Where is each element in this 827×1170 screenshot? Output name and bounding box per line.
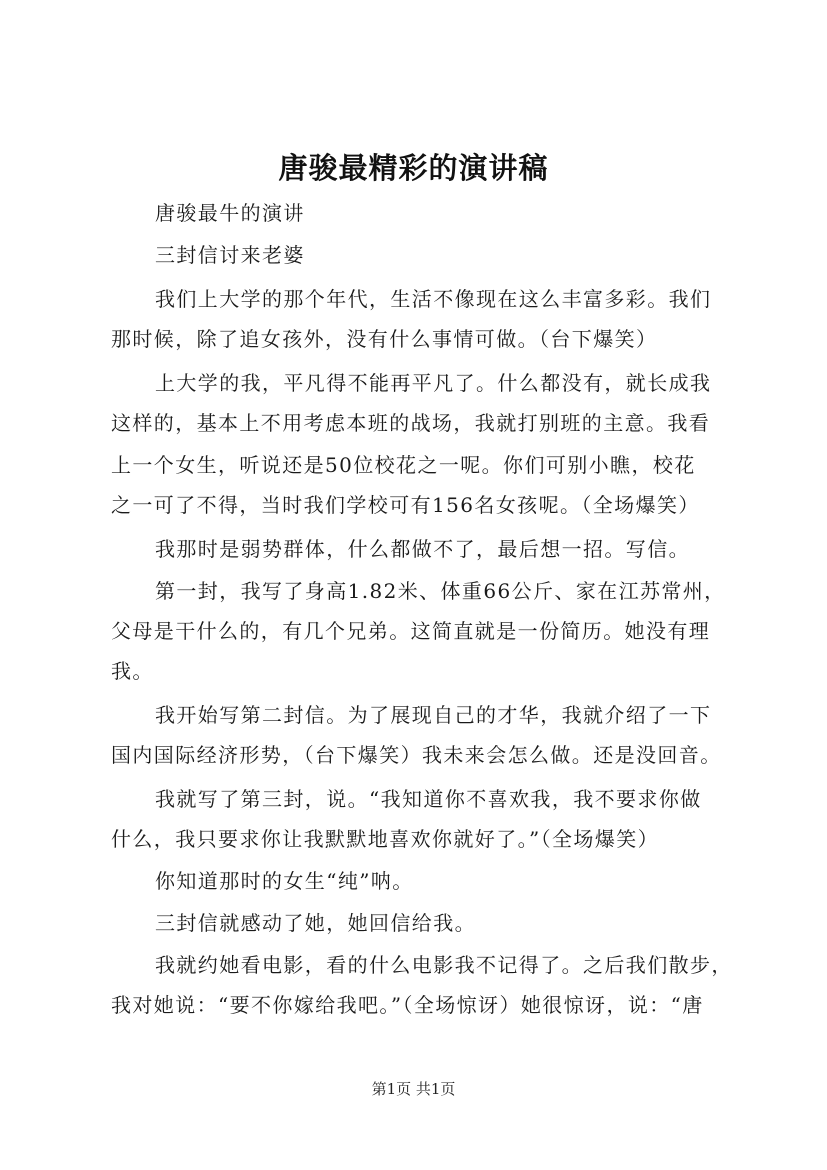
- text-line: 国内国际经济形势，（台下爆笑）我未来会怎么做。还是没回音。: [111, 743, 722, 767]
- text-line: 什么，我只要求你让我默默地喜欢你就好了。”（全场爆笑）: [111, 827, 660, 851]
- text-line: 我对她说：“要不你嫁给我吧。”（全场惊讶）她很惊讶，说：“唐: [111, 993, 704, 1017]
- text-line: 我开始写第二封信。为了展现自己的才华，我就介绍了一下: [155, 703, 712, 727]
- text-line: 三封信讨来老婆: [155, 243, 305, 267]
- text-line: 唐骏最牛的演讲: [155, 201, 305, 225]
- text-line: 上大学的我，平凡得不能再平凡了。什么都没有，就长成我: [155, 371, 712, 395]
- text-line: 你知道那时的女生“纯”呐。: [155, 869, 414, 893]
- text-line: 我。: [111, 659, 154, 683]
- document-title: 唐骏最精彩的演讲稿: [278, 151, 549, 185]
- text-line: 我就约她看电影，看的什么电影我不记得了。之后我们散步，: [155, 953, 733, 977]
- text-line: 那时候，除了追女孩外，没有什么事情可做。（台下爆笑）: [111, 327, 658, 351]
- text-line: 我那时是弱势群体，什么都做不了，最后想一招。写信。: [155, 537, 690, 561]
- text-line: 之一可了不得，当时我们学校可有156名女孩呢。（全场爆笑）: [111, 493, 700, 517]
- text-line: 我们上大学的那个年代，生活不像现在这么丰富多彩。我们: [155, 287, 712, 311]
- page-footer: 第1页 共1页: [371, 1080, 456, 1098]
- text-line: 第一封，我写了身高1.82米、体重66公斤、家在江苏常州，: [155, 579, 726, 603]
- text-line: 我就写了第三封，说。“我知道你不喜欢我，我不要求你做: [155, 787, 702, 811]
- text-line: 父母是干什么的，有几个兄弟。这简直就是一份简历。她没有理: [111, 619, 711, 643]
- text-line: 三封信就感动了她，她回信给我。: [155, 911, 476, 935]
- text-line: 这样的，基本上不用考虑本班的战场，我就打别班的主意。我看: [111, 411, 711, 435]
- text-line: 上一个女生，听说还是50位校花之一呢。你们可别小瞧，校花: [111, 453, 696, 477]
